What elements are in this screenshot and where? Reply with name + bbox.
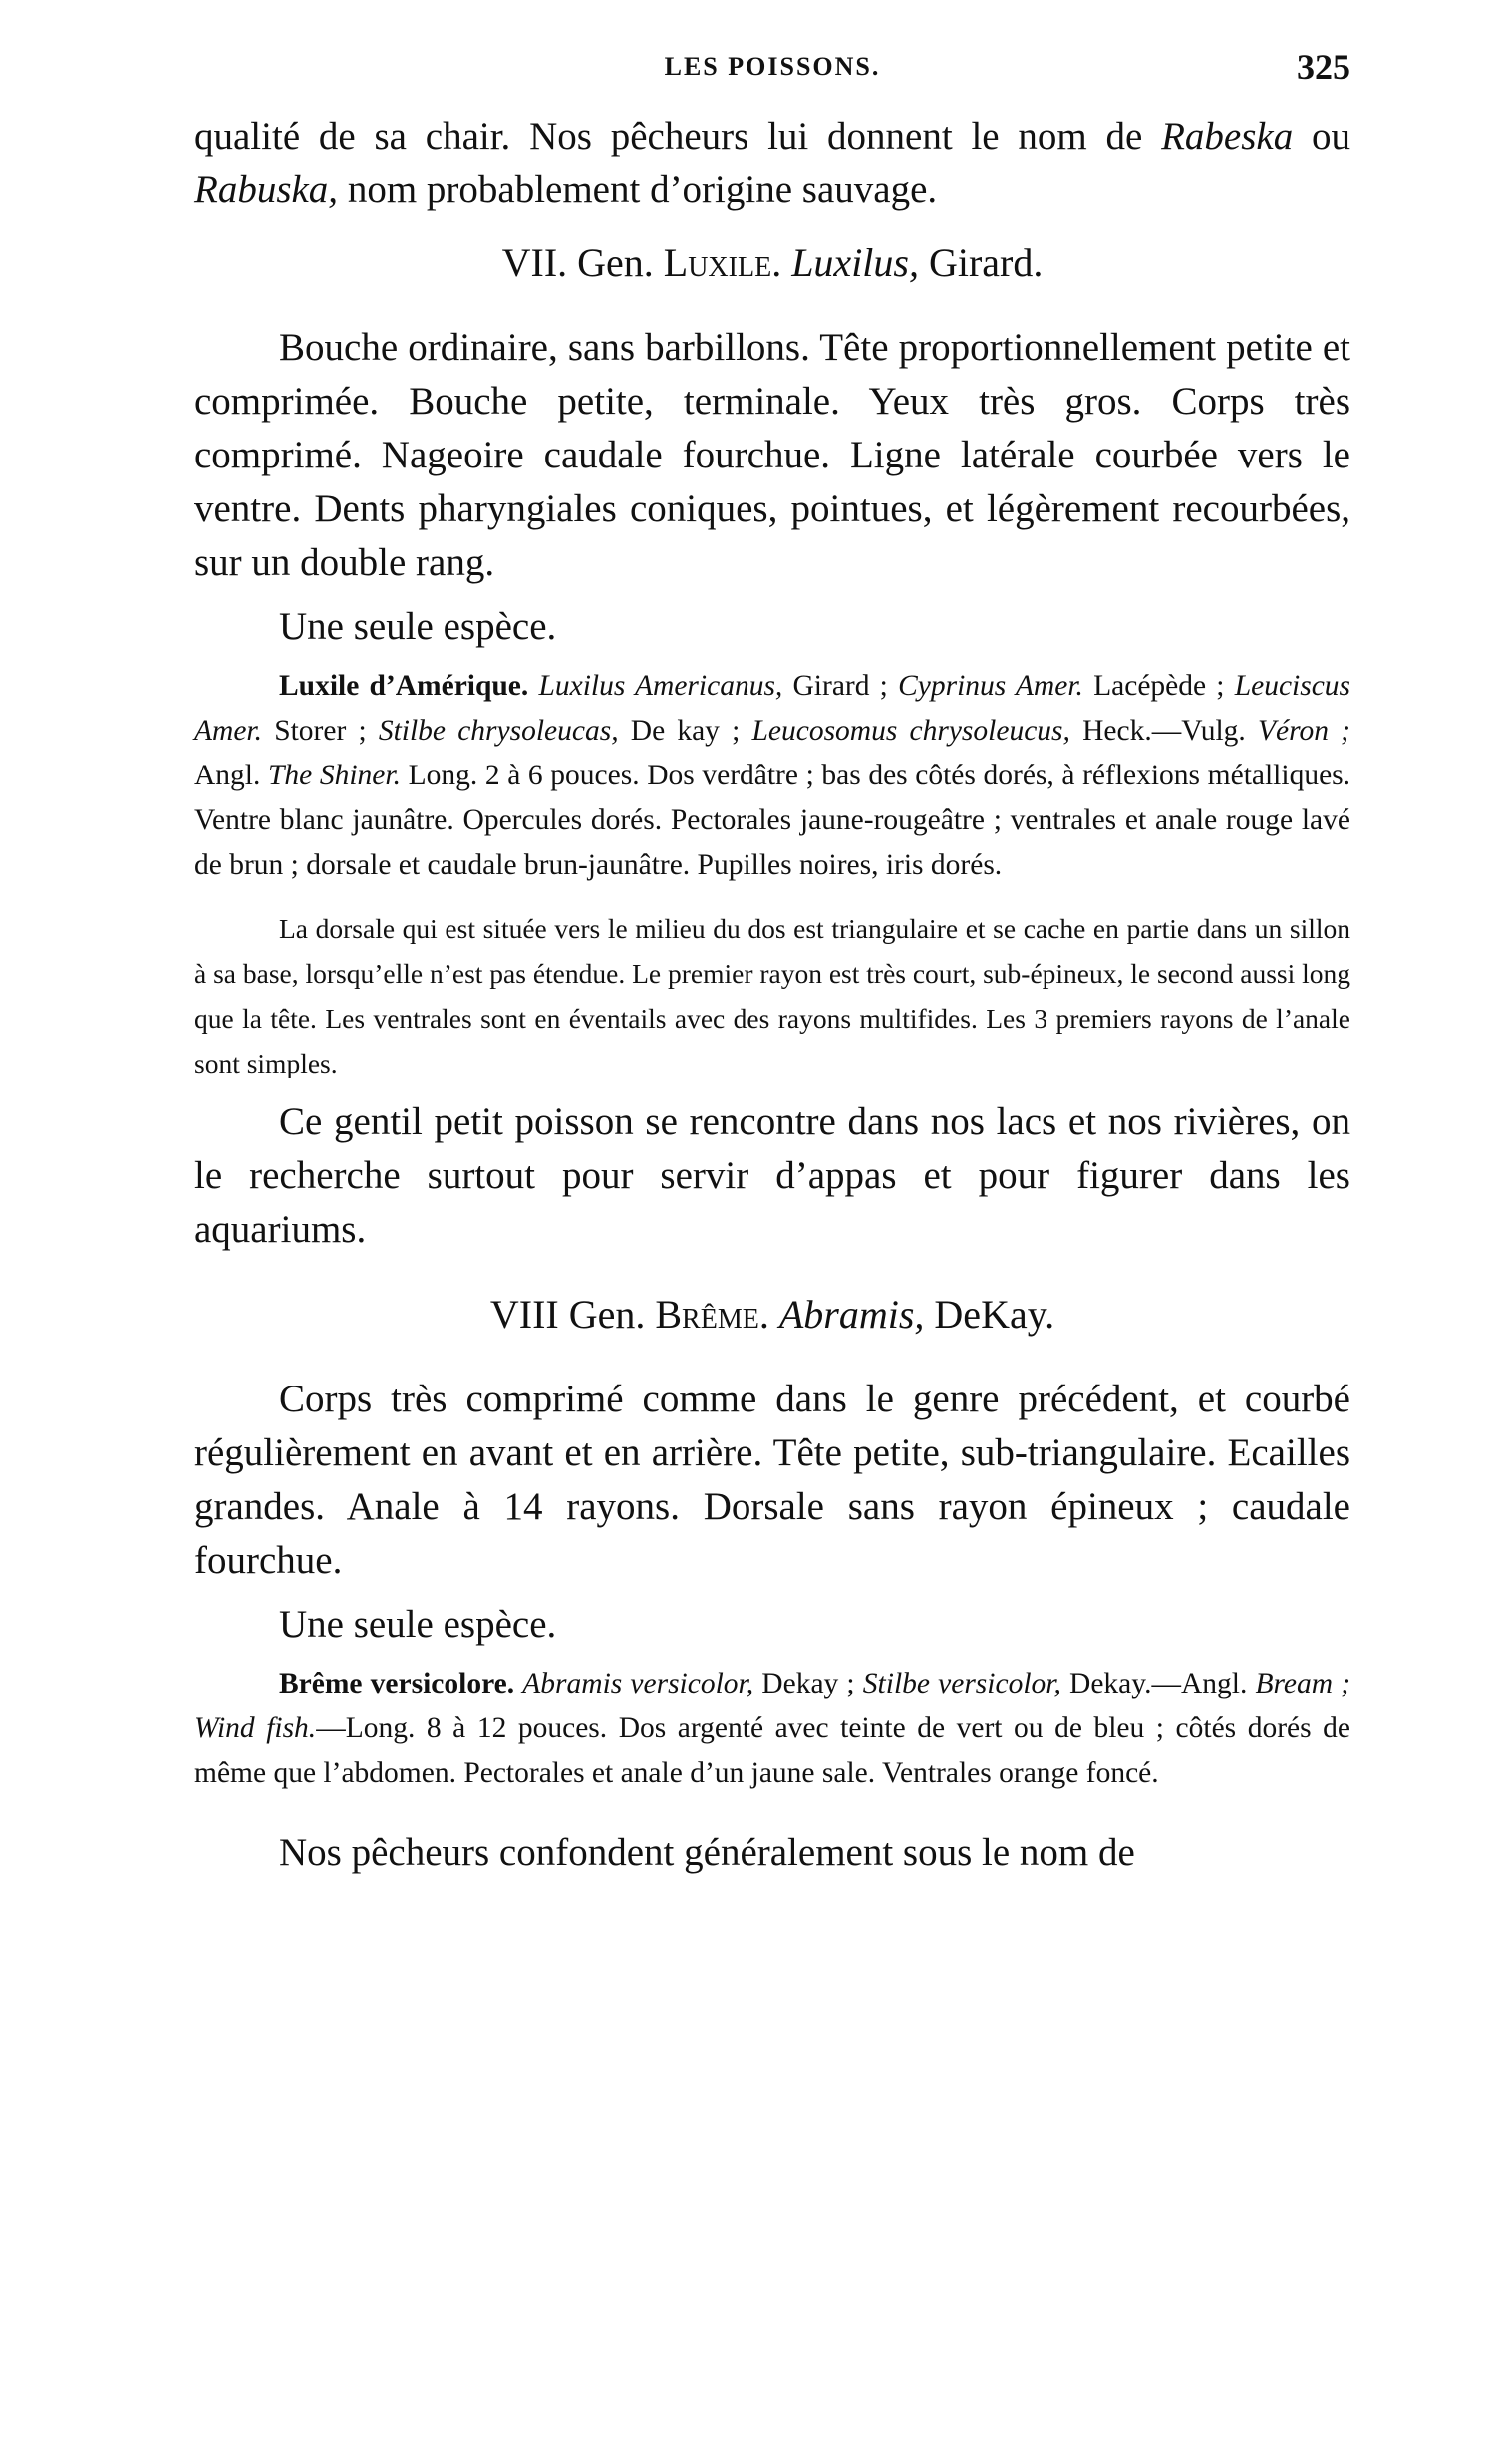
genus-description: Bouche ordinaire, sans barbillons. Tête proportionnellement petite et comprimée. Bouche petite, terminale. Yeux très gros. Corps très comprimé. Nageoire caudale fourchue. Ligne latérale courbée vers le ventre. Dents pharyngiales coniques, pointues, et légèrement recourbées, sur un double rang. (194, 326, 1350, 584)
italic-term: Leuciscus Amer. (194, 670, 1351, 747)
text-span (528, 670, 538, 702)
genus-description: Corps très comprimé comme dans le genre précédent, et courbé régulièrement en avant et en arrière. Tête petite, sub-triangulaire. Ecailles grandes. Anale à 14 rayons. Dorsale sans rayon épineux ; caudale fourchue. (194, 1378, 1350, 1582)
dorsal-note: La dorsale qui est située vers le milieu du dos est triangulaire et se cache en partie dans un sillon à sa base, lorsqu’elle n’est pas étendue. Le premier rayon est très court, sub-épineux, le second aussi long que la tête. Les ventrales sont en éventails avec des rayons multifides. Les 3 premiers rayons de l’anale sont simples. (194, 913, 1350, 1078)
text-span: Long. 2 à 6 pouces. Dos verdâtre ; bas des côtés dorés, à réflexions métalliques. Ventre blanc jaunâtre. Opercules dorés. Pectorales jaune-rougeâtre ; ventrales et anale rouge lavé de brun ; dorsale et caudale brun-jaunâtre. Pupilles noires, iris dorés. (194, 760, 1351, 881)
italic-term: Leucosomus chrysoleucus, (751, 715, 1070, 747)
genus-name: Brême. (655, 1292, 769, 1337)
text-span: Lacépède ; (1082, 670, 1235, 702)
genus-name: Luxile. (663, 240, 782, 285)
species-entry-breme (194, 1662, 1350, 1796)
text-span: qualité de sa chair. Nos pêcheurs lui donnent le nom de (194, 115, 1162, 157)
text-span: Angl. (194, 760, 268, 791)
species-name: Luxile d’Amérique. (279, 670, 529, 702)
page-number: 325 (1297, 47, 1350, 87)
text-span: Storer ; (262, 715, 379, 747)
species-entry-luxile (194, 664, 1350, 888)
text-span: Heck.—Vulg. (1069, 715, 1258, 747)
text-span: De kay ; (618, 715, 752, 747)
genus-heading-vii (194, 235, 1350, 291)
text-span: Girard ; (782, 670, 899, 702)
italic-term: Stilbe versicolor, (862, 1668, 1061, 1699)
species-name: Brême versicolore. (279, 1668, 515, 1699)
author-name: DeKay. (924, 1292, 1055, 1337)
italic-term: Rabuska, (194, 168, 339, 211)
italic-term: Véron ; (1257, 715, 1350, 747)
italic-term: Cyprinus Amer. (898, 670, 1083, 702)
habitat-paragraph: Ce gentil petit poisson se rencontre dans nos lacs et nos rivières, on le recherche surtout pour servir d’appas et pour figurer dans les aquariums. (194, 1100, 1350, 1251)
species-count: Une seule espèce. (279, 1603, 557, 1646)
final-line: Nos pêcheurs confondent généralement sous le nom de (279, 1831, 1135, 1874)
species-count: Une seule espèce. (279, 605, 557, 648)
heading-number: VII. Gen. (501, 240, 664, 285)
running-head: LES POISSONS. (664, 52, 881, 81)
italic-term: Abramis versicolor, (522, 1668, 754, 1699)
body-text (194, 110, 1350, 1880)
italic-term: Luxilus Americanus, (538, 670, 783, 702)
italic-term: Bream ; Wind fish. (194, 1668, 1351, 1744)
latin-name: Abramis, (778, 1292, 925, 1337)
page-header (194, 40, 1350, 100)
genus-heading-viii (194, 1287, 1350, 1343)
italic-term: The Shiner. (268, 760, 401, 791)
italic-term: Stilbe chrysoleucas, (378, 715, 619, 747)
paragraph-continuation (194, 110, 1350, 217)
italic-term: Rabeska (1161, 115, 1294, 157)
author-name: Girard. (918, 240, 1044, 285)
text-span: Dekay.—Angl. (1060, 1668, 1256, 1699)
text-span: —Long. 8 à 12 pouces. Dos argenté avec teinte de vert ou de bleu ; côtés dorés de même que l’abdomen. Pectorales et anale d’un jaune sale. Ventrales orange foncé. (194, 1712, 1350, 1789)
text-span: Dekay ; (753, 1668, 863, 1699)
heading-number: VIII Gen. (489, 1292, 656, 1337)
latin-name: Luxilus, (791, 240, 919, 285)
text-span: ou (1293, 115, 1350, 157)
text-span: nom probablement d’origine sauvage. (338, 168, 938, 211)
